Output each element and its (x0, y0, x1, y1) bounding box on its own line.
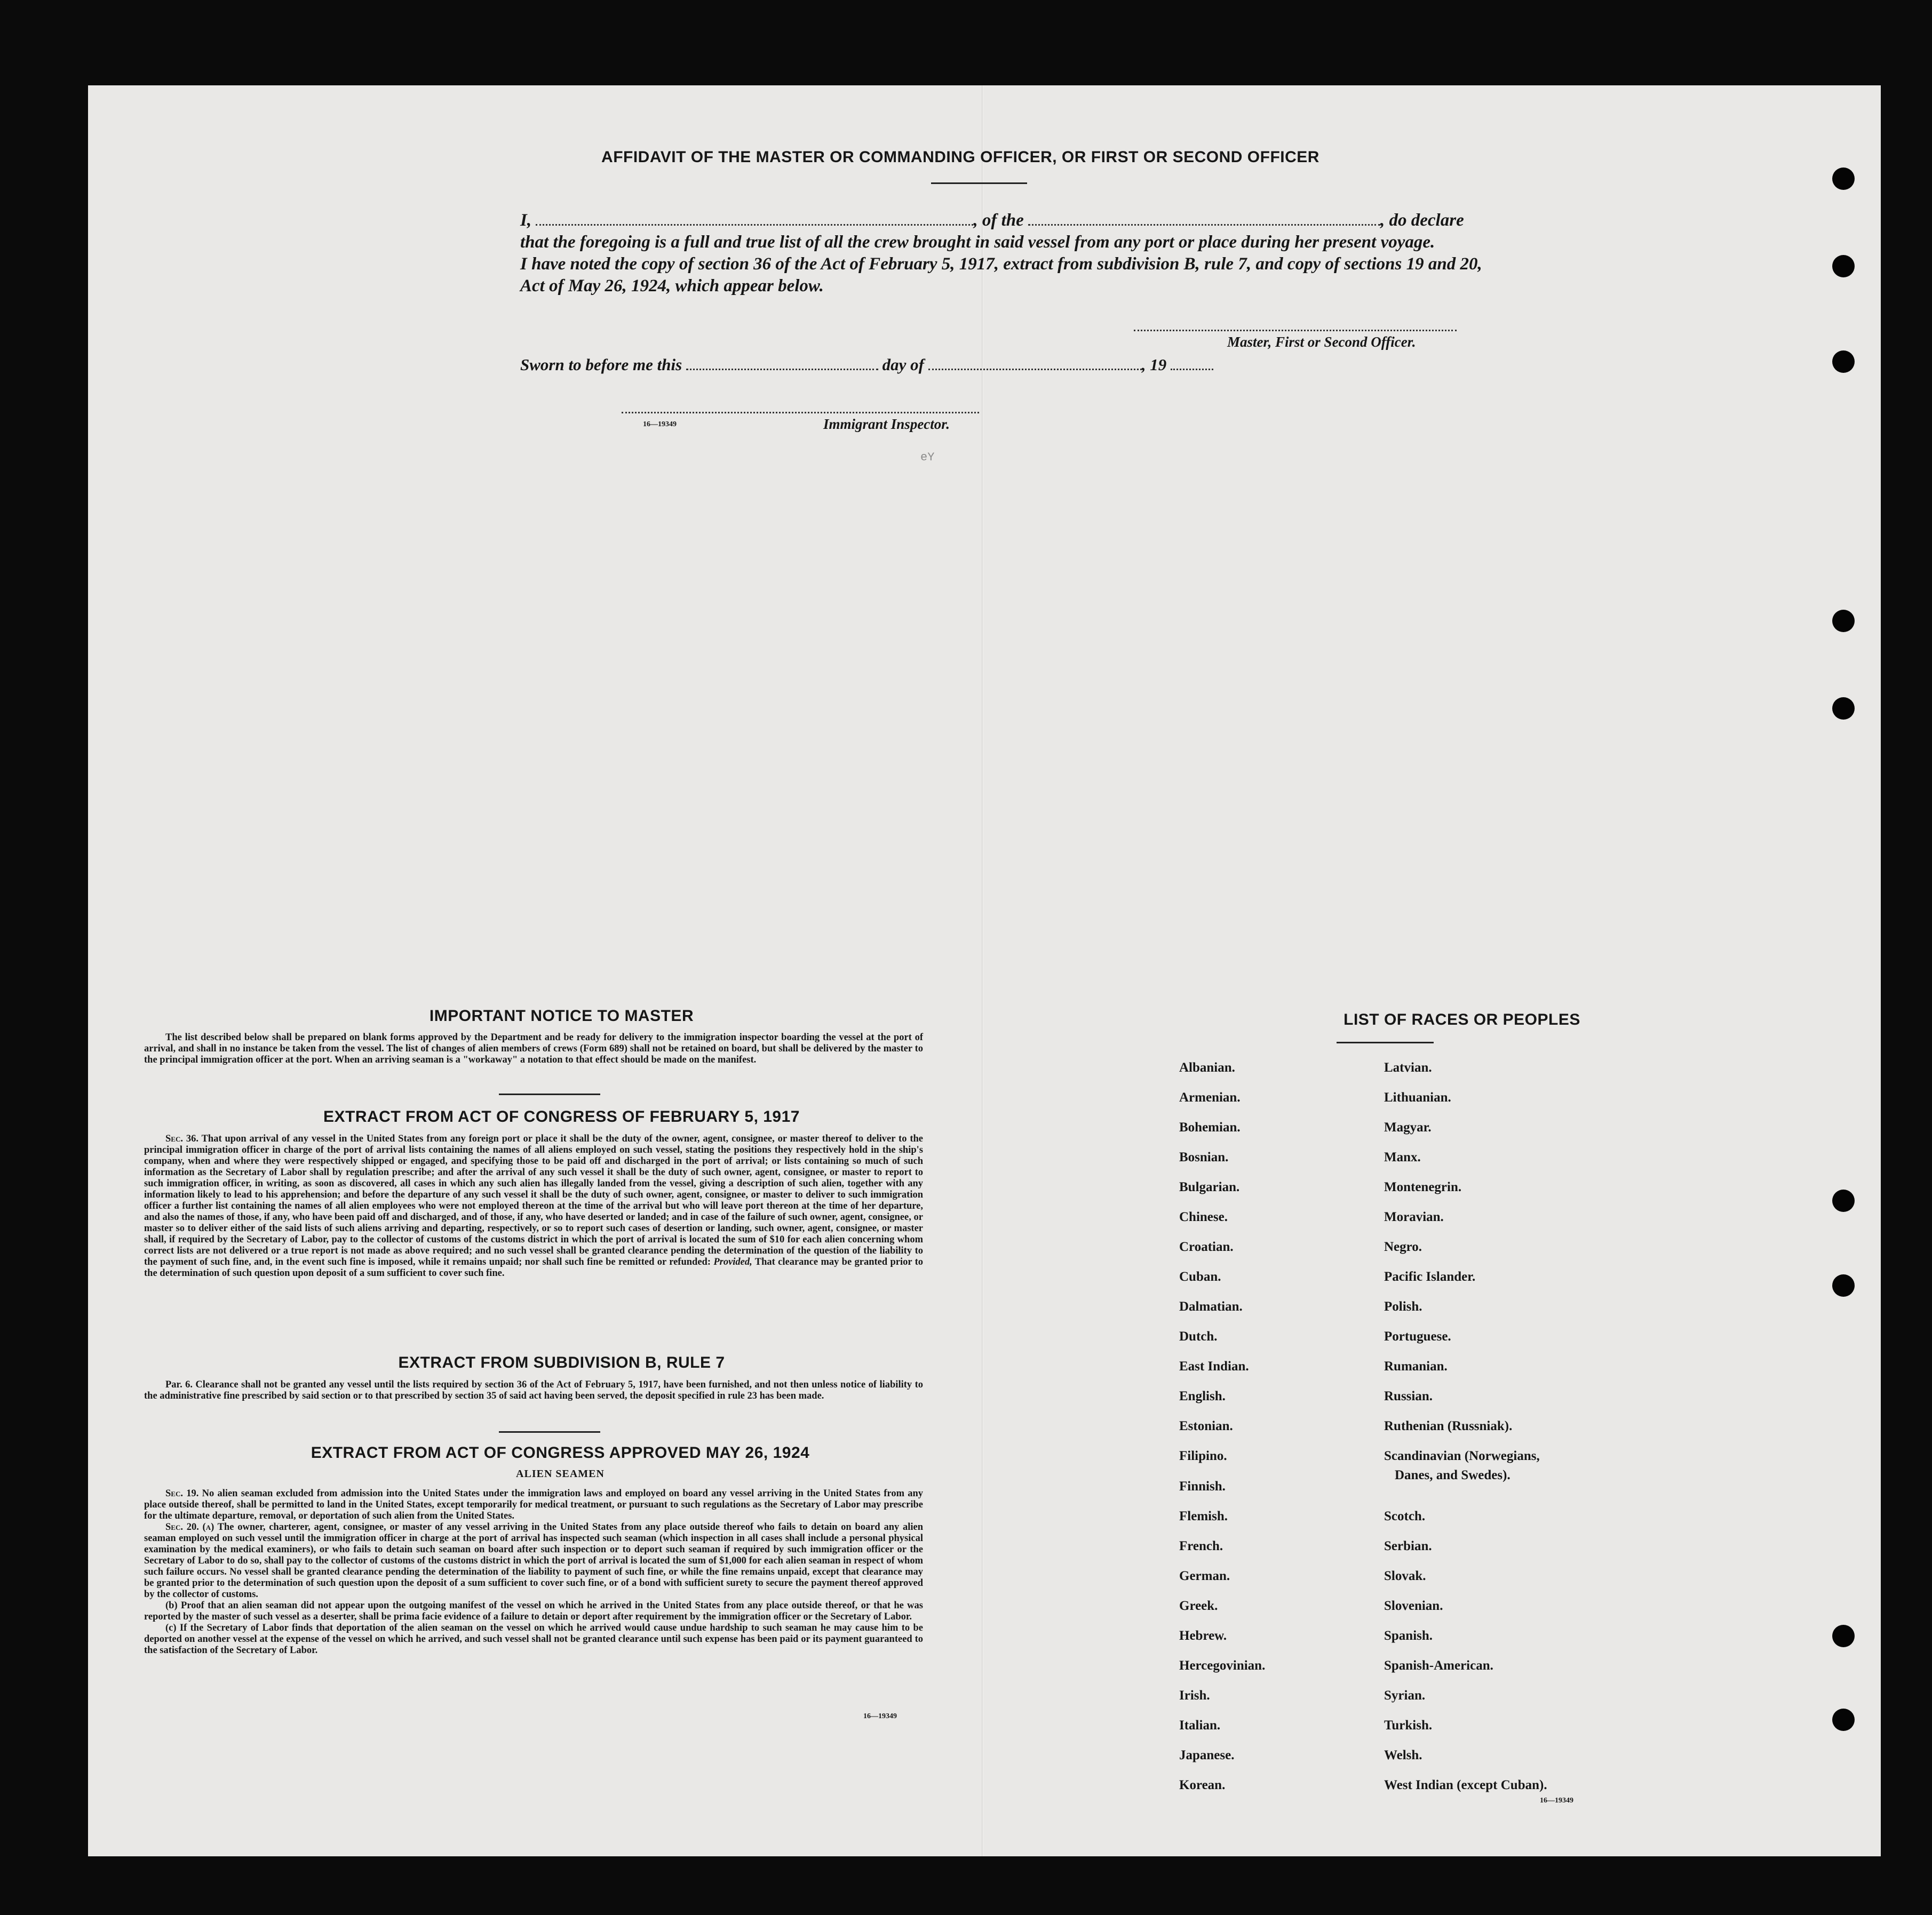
race-item: Slovenian. (1384, 1599, 1443, 1613)
race-item: Turkish. (1384, 1718, 1433, 1733)
declaration (520, 210, 1491, 297)
declarant-label: I, (520, 211, 532, 230)
proviso-word: Provided, (713, 1257, 752, 1267)
race-item: Albanian. (1179, 1060, 1235, 1075)
sec-36-label: Sec. 36. (165, 1134, 198, 1144)
sworn-label: Sworn to before me this (520, 355, 682, 374)
sec-19-paragraph (144, 1488, 923, 1522)
do-declare-label: , do declare (1380, 211, 1464, 230)
sec-20-label: Sec. 20. (a) (165, 1522, 214, 1533)
binder-hole (1832, 610, 1855, 632)
race-item: Scandinavian (Norwegians, (1384, 1449, 1540, 1463)
race-item: Cuban. (1179, 1270, 1221, 1284)
race-item: Polish. (1384, 1299, 1422, 1314)
race-item: Welsh. (1384, 1748, 1422, 1762)
binder-hole (1832, 697, 1855, 720)
races-title-rule (1337, 1042, 1434, 1043)
race-item: Chinese. (1179, 1210, 1228, 1224)
binder-hole (1832, 350, 1855, 373)
race-item: Serbian. (1384, 1539, 1432, 1553)
races-title: LIST OF RACES OR PEOPLES (1343, 1011, 1580, 1028)
race-item: Danes, and Swedes). (1395, 1468, 1510, 1482)
race-item: French. (1179, 1539, 1223, 1553)
race-item: Portuguese. (1384, 1329, 1451, 1344)
race-item: Manx. (1384, 1150, 1421, 1164)
race-item: Montenegrin. (1384, 1180, 1462, 1194)
sworn-day-field[interactable] (686, 356, 878, 370)
sec-19-text: No alien seaman excluded from admission into the United States under the immigration laws and employed on board any vessel arriving in the United States from any place outside thereof, shall be permitted to land in the United States, except temporarily for medical treatment, or pursuant to such regulations as the Secretary of Labor may prescribe for the ultimate departure, removal, or deportation of such alien from the United States. (144, 1488, 924, 1521)
section-rule (499, 1431, 600, 1433)
race-item: Irish. (1179, 1688, 1210, 1703)
race-item: Latvian. (1384, 1060, 1432, 1075)
race-item: East Indian. (1179, 1359, 1249, 1374)
race-item: Negro. (1384, 1240, 1422, 1254)
declarant-name-field[interactable] (536, 211, 973, 226)
extract-1917-text (144, 1134, 923, 1279)
master-signature-line[interactable] (1134, 330, 1457, 331)
race-item: Korean. (1179, 1778, 1226, 1792)
race-item: Lithuanian. (1384, 1090, 1451, 1105)
race-item: Armenian. (1179, 1090, 1241, 1105)
notice-text (144, 1032, 923, 1066)
vessel-name-field[interactable] (1028, 211, 1380, 226)
affidavit-title: AFFIDAVIT OF THE MASTER OR COMMANDING OFFICER, OR FIRST OR SECOND OFFICER (601, 148, 1319, 166)
race-item: West Indian (except Cuban). (1384, 1778, 1547, 1792)
binder-hole (1832, 1709, 1855, 1731)
declaration-line-1 (520, 210, 1491, 232)
binder-hole (1832, 167, 1855, 190)
of-the-label: , of the (973, 211, 1024, 230)
race-item: Dutch. (1179, 1329, 1218, 1344)
alien-seamen-subtitle: ALIEN SEAMEN (516, 1468, 605, 1480)
section-rule (499, 1094, 600, 1095)
binder-hole (1832, 1274, 1855, 1297)
page-fold (982, 85, 983, 1856)
extract-1924-title: EXTRACT FROM ACT OF CONGRESS APPROVED MAY 26, 1924 (311, 1444, 810, 1462)
extract-rule7-text (144, 1379, 923, 1402)
race-item: German. (1179, 1569, 1230, 1583)
race-item: Hebrew. (1179, 1629, 1227, 1643)
sec-36-paragraph (144, 1134, 923, 1279)
race-item: Syrian. (1384, 1688, 1426, 1703)
sworn-line (520, 355, 1213, 374)
race-item: Croatian. (1179, 1240, 1234, 1254)
declaration-line-4: Act of May 26, 1924, which appear below. (520, 276, 824, 296)
race-item: Bulgarian. (1179, 1180, 1240, 1194)
race-item: Japanese. (1179, 1748, 1235, 1762)
race-item: Estonian. (1179, 1419, 1233, 1433)
sec-20a-paragraph (144, 1522, 923, 1600)
race-item: Russian. (1384, 1389, 1433, 1403)
race-item: Slovak. (1384, 1569, 1426, 1583)
day-of-label: day of (882, 355, 924, 374)
form-number: 16—19349 (863, 1712, 897, 1720)
race-item: Dalmatian. (1179, 1299, 1243, 1314)
sec-20c-paragraph: (c) If the Secretary of Labor finds that deportation of the alien seaman on the vessel on which he arrived would cause undue hardship to such seaman he may cause him to be deported on another vessel at the expense of the vessel on which he arrived, and such vessel shall not be granted clearance until such expense has been paid or its payment guaranteed to the satisfaction of the Secretary of Labor. (144, 1623, 923, 1656)
bleed-through-mark: eY (920, 451, 935, 464)
form-number: 16—19349 (1540, 1797, 1573, 1805)
race-item: Ruthenian (Russniak). (1384, 1419, 1513, 1433)
binder-hole (1832, 1190, 1855, 1212)
race-item: Moravian. (1384, 1210, 1444, 1224)
extract-rule7-title: EXTRACT FROM SUBDIVISION B, RULE 7 (398, 1354, 725, 1371)
race-item: Finnish. (1179, 1479, 1226, 1494)
sec-19-label: Sec. 19. (165, 1488, 199, 1499)
race-item: Flemish. (1179, 1509, 1228, 1523)
race-item: Greek. (1179, 1599, 1218, 1613)
race-item: Spanish. (1384, 1629, 1433, 1643)
year-prefix-label: , 19 (1141, 355, 1167, 374)
race-item: Filipino. (1179, 1449, 1227, 1463)
sworn-month-field[interactable] (928, 356, 1142, 370)
race-item: Hercegovinian. (1179, 1658, 1266, 1673)
declaration-line-3: I have noted the copy of section 36 of the Act of February 5, 1917, extract from subdivision B, rule 7, and copy of sections 19 and 20, (520, 254, 1482, 274)
sec-36-text: That upon arrival of any vessel in the United States from any foreign port or place it shall be the duty of the owner, agent, consignee, or master thereof to deliver to the principal immigration officer in charge of the port of arrival lists containing the names of all aliens employed on such vessel, stating the positions they respectively hold in the ship's company, when and where they were respectively shipped or engaged, and specifying those to be paid off and discharged in the port of arrival; or lists containing so much of such information as the Secretary of Labor shall by regulation prescribe; and after the arrival of any such vessel it shall be the duty of such owner, agent, consignee, or master to report to such immigration officer, in writing, as soon as discovered, all cases in which any such alien has illegally landed from the vessel, giving a description of such alien, together with any information likely to lead to his apprehension; and before the departure of any such vessel it shall be the duty of such owner, agent, consignee, or master to deliver to such immigration officer a further list containing the names of all alien employees who were not employed thereon at the time of the arrival but who will leave port thereon at the time of her departure, and also the names of those, if any, who have been paid off and discharged, and of those, if any, who have deserted or landed; and in case of the failure of such owner, agent, consignee, or master so to deliver either of the said lists of such aliens arriving and departing, respectively, or so to report such cases of desertion or landing, such owner, agent, consignee, or master shall, if required by the Secretary of Labor, pay to the collector of customs of the customs district in which the port of arrival is located the sum of $10 for each alien concerning whom correct lists are not delivered or a true report is not made as above required; and no such vessel shall be granted clearance pending the determination of the question of the liability to the payment of such fine, and, in the event such fine is imposed, while it remains unpaid; nor shall such fine be remitted or refunded: (144, 1134, 923, 1267)
title-rule (931, 182, 1027, 184)
sworn-year-field[interactable] (1171, 356, 1213, 370)
sec-20a-text: The owner, charterer, agent, consignee, or master of any vessel arriving in the United States from any place outside thereof who fails to detain on board any alien seaman employed on such vessel until the immigration officer in charge at the port of arrival has inspected such seaman (which inspection in all cases shall include a personal physical examination by the medical examiners), or who fails to detain such seaman on board after such inspection or to deport such seaman if required by such immigration officer or the Secretary of Labor to do so, shall pay to the collector of customs of the customs district in which the port of arrival is located the sum of $1,000 for each alien seaman in respect of whom such failure occurs. No vessel shall be granted clearance pending the determination of the liability to payment of such fine, or while the fine remains unpaid, except that clearance may be granted prior to the determination of such question upon the deposit of a sum sufficient to cover such fine, or of a bond with sufficient surety to secure the payment thereof approved by the collector of customs. (144, 1522, 923, 1600)
race-item: Scotch. (1384, 1509, 1426, 1523)
race-item: English. (1179, 1389, 1226, 1403)
inspector-label: Immigrant Inspector. (823, 416, 950, 432)
proviso-text: That clearance may be granted prior to the determination of such question upon deposit of a sum sufficient to cover such fine. (144, 1257, 923, 1279)
binder-hole (1832, 255, 1855, 277)
sec-20b-paragraph: (b) Proof that an alien seaman did not appear upon the outgoing manifest of the vessel on which he arrived in the United States from any place outside thereof, or that he was reported by the master of such vessel as a deserter, shall be prima facie evidence of a failure to detain or deport after requirement by the immigration officer or the Secretary of Labor. (144, 1600, 923, 1622)
extract-1917-title: EXTRACT FROM ACT OF CONGRESS OF FEBRUARY 5, 1917 (323, 1108, 800, 1126)
extract-1924-text (144, 1488, 923, 1656)
notice-paragraph: The list described below shall be prepared on blank forms approved by the Department and be ready for delivery to the immigration inspector boarding the vessel at the port of arrival, and shall in no instance be taken from the vessel. The list of changes of alien members of crews (Form 689) shall not be retained on board, but shall be delivered by the master to the principal immigration officer at the port. When an arriving seaman is a "workaway" a notation to that effect should be made on the manifest. (144, 1032, 923, 1065)
race-item: Bohemian. (1179, 1120, 1241, 1135)
binder-hole (1832, 1625, 1855, 1647)
race-item: Bosnian. (1179, 1150, 1229, 1164)
race-item: Pacific Islander. (1384, 1270, 1476, 1284)
race-item: Spanish-American. (1384, 1658, 1493, 1673)
race-item: Italian. (1179, 1718, 1221, 1733)
form-number: 16—19349 (643, 420, 677, 428)
master-signature-label: Master, First or Second Officer. (1227, 334, 1416, 350)
race-item: Rumanian. (1384, 1359, 1448, 1374)
declaration-line-2: that the foregoing is a full and true list of all the crew brought in said vessel from any port or place during her present voyage. (520, 233, 1435, 252)
inspector-signature-line[interactable] (622, 412, 979, 413)
par-6-paragraph: Par. 6. Clearance shall not be granted any vessel until the lists required by section 36 of the Act of February 5, 1917, have been furnished, and not then unless notice of liability to the administrative fine prescribed by said section or to that prescribed by section 35 of said act having been served, the deposit specified in rule 23 has been made. (144, 1379, 923, 1401)
race-item: Magyar. (1384, 1120, 1432, 1135)
notice-title: IMPORTANT NOTICE TO MASTER (429, 1007, 694, 1025)
